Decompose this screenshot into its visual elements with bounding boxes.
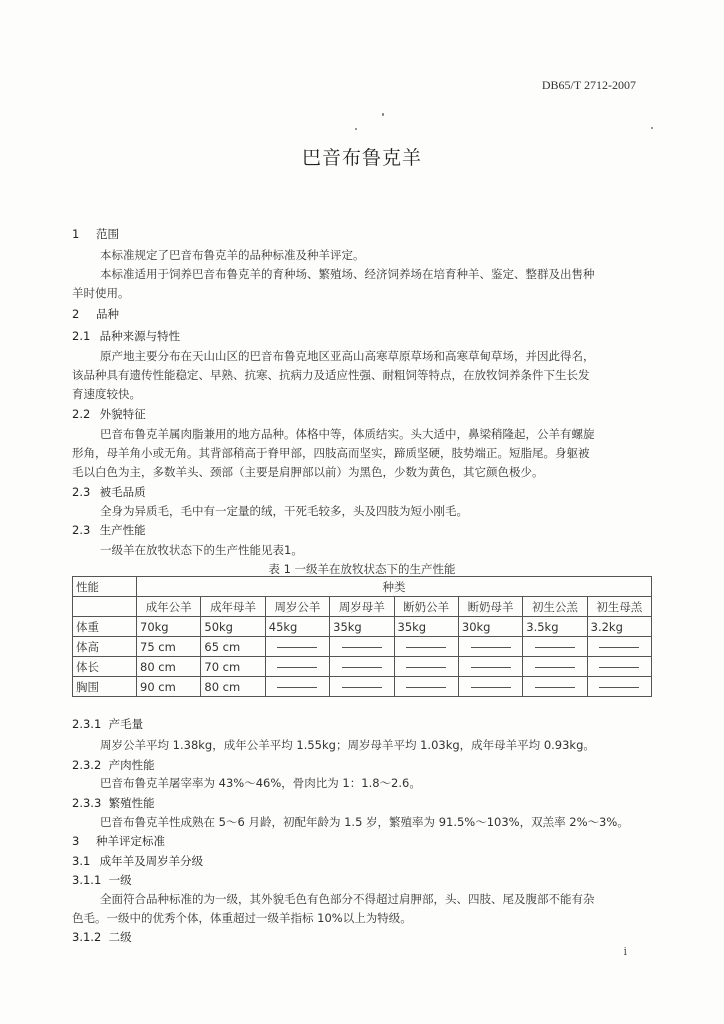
section-2-3-line-1: 全身为异质毛，毛中有一定量的绒，干死毛较多，头及四肢为短小刚毛。 [100, 504, 468, 518]
table-cell: 90 cm [137, 677, 201, 697]
section-2-3-2-line-1: 巴音布鲁克羊屠宰率为 43%～46%，骨肉比为 1：1.8～2.6。 [100, 776, 421, 790]
document-title: 巴音布鲁克羊 [301, 147, 422, 169]
section-2-2-line-3: 毛以白色为主，多数羊头、颈部（主要是肩胛部以前）为黑色，少数为黄色，其它颜色极少。 [72, 465, 544, 479]
section-1-paragraph-2: 本标准适用于饲养巴音布鲁克羊的育种场、繁殖场、经济饲养场在培育种羊、鉴定、整群及出售种 [100, 267, 595, 281]
section-1-heading: 1 范围 [72, 227, 119, 241]
table-cell: 35kg [394, 617, 458, 637]
column-header: 初生母羔 [587, 597, 651, 617]
empty-cell-dash [587, 657, 651, 677]
section-2-3-production-heading: 2.3 生产性能 [72, 523, 146, 537]
row-label: 体长 [73, 657, 137, 677]
table-row [73, 617, 652, 637]
scan-speck [651, 127, 653, 129]
table-corner-label: 性能 [73, 577, 137, 597]
empty-cell-dash [587, 677, 651, 697]
section-2-3-production-line-1: 一级羊在放牧状态下的生产性能见表1。 [100, 543, 303, 557]
column-header: 断奶公羊 [394, 597, 458, 617]
empty-cell-dash [587, 637, 651, 657]
empty-cell-dash [265, 637, 329, 657]
table-cell: 45kg [265, 617, 329, 637]
section-2-3-1-line-1: 周岁公羊平均 1.38kg，成年公羊平均 1.55kg；周岁母羊平均 1.03kg，成年母羊平均 0.93kg。 [100, 738, 595, 752]
section-2-2-heading: 2.2 外貌特征 [72, 407, 146, 421]
section-2-3-3-line-1: 巴音布鲁克羊性成熟在 5～6 月龄，初配年龄为 1.5 岁，繁殖率为 91.5%～103%，双羔率 2%～3%。 [100, 815, 629, 829]
section-2-3-3-heading: 2.3.3 繁殖性能 [72, 796, 155, 810]
section-2-3-1-heading: 2.3.1 产毛量 [72, 717, 144, 731]
section-3-1-1-line-2: 色毛。一级中的优秀个体，体重超过一级羊指标 10%以上为特级。 [72, 911, 412, 925]
table-cell: 70 cm [201, 657, 265, 677]
empty-cell-dash [458, 677, 522, 697]
column-header: 初生公羔 [523, 597, 587, 617]
section-3-1-1-heading: 3.1.1 一级 [72, 873, 132, 887]
section-2-2-line-2: 形角，母羊角小或无角。其背部稍高于脊甲部，四肢高而坚实，蹄质坚硬，肢势端正。短脂尾。身躯被 [72, 446, 590, 460]
section-3-1-heading: 3.1 成年羊及周岁羊分级 [72, 854, 204, 868]
section-3-1-1-line-1: 全面符合品种标准的为一级，其外貌毛色有色部分不得超过肩胛部，头、四肢、尾及腹部不能有杂 [100, 892, 595, 906]
column-header: 周岁母羊 [330, 597, 394, 617]
empty-cell-dash [458, 657, 522, 677]
section-2-1-heading: 2.1 品种来源与特性 [72, 329, 181, 343]
section-2-heading: 2 品种 [72, 307, 119, 321]
empty-cell-dash [330, 657, 394, 677]
empty-cell-dash [458, 637, 522, 657]
section-2-1-line-1: 原产地主要分布在天山山区的巴音布鲁克地区亚高山高寒草原草场和高寒草甸草场，并因此得名， [100, 349, 595, 363]
column-header: 成年母羊 [201, 597, 265, 617]
empty-cell-dash [394, 677, 458, 697]
empty-cell-dash [330, 677, 394, 697]
section-3-heading: 3 种羊评定标准 [72, 834, 165, 848]
section-1-paragraph-1: 本标准规定了巴音布鲁克羊的品种标准及种羊评定。 [100, 248, 365, 262]
empty-cell-dash [523, 657, 587, 677]
row-label: 体重 [73, 617, 137, 637]
empty-cell-dash [523, 677, 587, 697]
section-2-1-line-3: 育速度较快。 [72, 387, 141, 401]
table-cell: 65 cm [201, 637, 265, 657]
row-label: 胸围 [73, 677, 137, 697]
empty-cell-dash [523, 637, 587, 657]
table-row [73, 637, 652, 657]
column-header: 断奶母羊 [458, 597, 522, 617]
table-cell: 3.5kg [523, 617, 587, 637]
section-2-1-line-2: 该品种具有遗传性能稳定、早熟、抗寒、抗病力及适应性强、耐粗饲等特点，在放牧饲养条件下生长发 [72, 368, 590, 382]
table-cell: 80 cm [201, 677, 265, 697]
table-1-caption: 表 1 一级羊在放牧状态下的生产性能 [268, 562, 456, 576]
section-1-paragraph-2-cont: 羊时使用。 [72, 286, 130, 300]
page-mark: i [623, 945, 627, 958]
column-header: 成年公羊 [137, 597, 201, 617]
table-row [73, 657, 652, 677]
empty-cell-dash [265, 677, 329, 697]
section-2-2-line-1: 巴音布鲁克羊属肉脂兼用的地方品种。体格中等，体质结实。头大适中，鼻梁稍隆起，公羊有螺旋 [100, 427, 595, 441]
table-group-label: 种类 [137, 577, 652, 597]
section-2-3-heading: 2.3 被毛品质 [72, 485, 146, 499]
empty-cell-dash [265, 657, 329, 677]
scan-speck [355, 128, 357, 130]
section-2-3-2-heading: 2.3.2 产肉性能 [72, 758, 155, 772]
table-cell: 70kg [137, 617, 201, 637]
empty-cell-dash [394, 657, 458, 677]
table-1 [72, 576, 652, 697]
row-label: 体高 [73, 637, 137, 657]
table-cell: 35kg [330, 617, 394, 637]
table-cell: 80 cm [137, 657, 201, 677]
column-header: 周岁公羊 [265, 597, 329, 617]
table-row [73, 677, 652, 697]
table-cell: 30kg [458, 617, 522, 637]
table-cell: 3.2kg [587, 617, 651, 637]
table-cell: 75 cm [137, 637, 201, 657]
table-cell: 50kg [201, 617, 265, 637]
section-3-1-2-heading: 3.1.2 二级 [72, 930, 132, 944]
table-column-row [73, 597, 652, 617]
empty-cell-dash [394, 637, 458, 657]
table-header-row [73, 577, 652, 597]
empty-cell-dash [330, 637, 394, 657]
standard-code: DB65/T 2712-2007 [541, 78, 636, 92]
scan-speck [382, 113, 384, 116]
